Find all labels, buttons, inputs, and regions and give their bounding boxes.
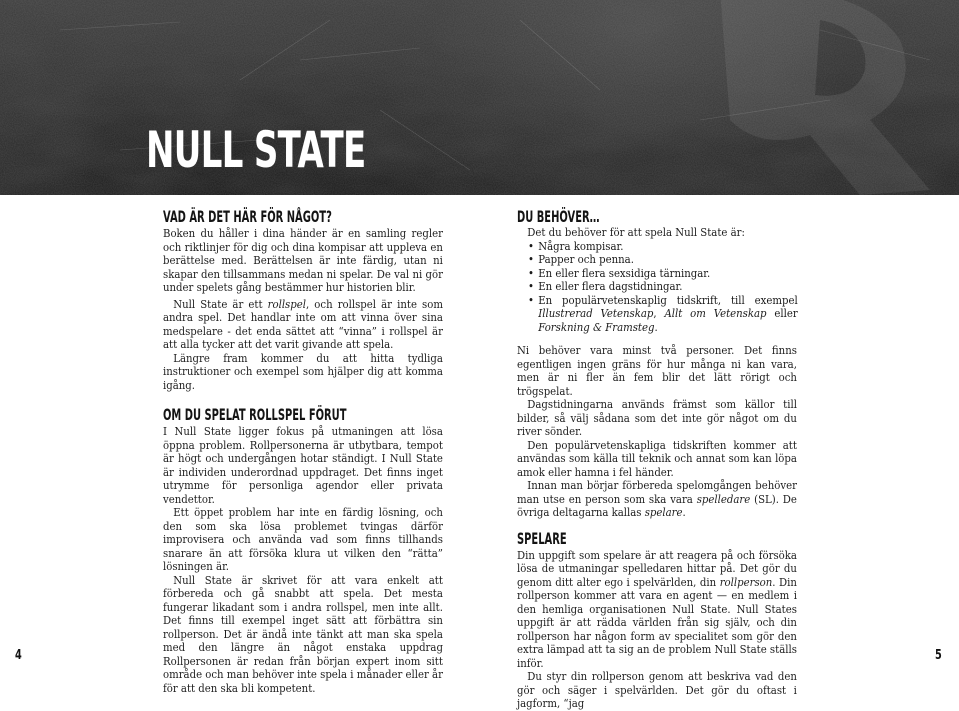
paragraph: Den populärvetenskapliga tidskriften kommer att användas som källa till teknik och annat som kan löpa amok eller hamna i fel händer. <box>517 438 797 479</box>
header-banner <box>0 0 959 195</box>
page-title: NULL STATE <box>146 121 366 179</box>
paragraph: Längre fram kommer du att hitta tydliga instruktioner och exempel som hjälper dig att komma igång. <box>163 351 443 392</box>
paragraph: Dagstidningarna används främst som källor till bilder, så välj sådana som det inte gör något om du river sönder. <box>517 398 797 438</box>
page-number-right: 5 <box>935 648 942 663</box>
intro-line: Det du behöver för att spela Null State är: <box>527 226 745 239</box>
list-item: • En populärvetenskaplig tidskrift, till exempel Illustrerad Vetenskap, Allt om Vetenskap eller Forskning & Framsteg. <box>528 294 798 335</box>
paragraph: Boken du håller i dina händer är en samling regler och riktlinjer för dig och dina kompisar att uppleva en berättelse med. Berättelsen är inte färdig, utan ni skapar den tillsammans medan ni spelar. De val ni gör under spelets gång bestämmer hur historien blir. <box>163 227 443 294</box>
paragraph: Din uppgift som spelare är att reagera på och försöka lösa de utmaningar spelledaren hittar på. Det gör du genom ditt alter ego i spelvärlden, din rollperson. Din rollperson kommer att vara en agent — en medlem i den hemliga organisationen Null State. Null States uppgift är att rädda världen från sig själv, och din rollperson har någon form av specialitet som gör den extra lämpad att ta sig an de problem Null State ställs inför. <box>517 548 797 670</box>
right-column <box>517 208 797 711</box>
list-item: • Papper och penna. <box>528 253 798 267</box>
list-item: • Några kompisar. <box>528 240 798 254</box>
paragraph: Ett öppet problem har inte en färdig lösning, och den som ska lösa problemet tvingas därför improvisera och använda vad som finns tillhands snarare än att försöka klura ut vilken den “rätta” lösningen är. <box>163 506 443 573</box>
list-item: • En eller flera dagstidningar. <box>528 280 798 294</box>
metal-texture <box>0 0 959 195</box>
paragraph: Du styr din rollperson genom att beskriva vad den gör och säger i spelvärlden. Det gör du oftast i jagform, “jag <box>517 670 797 710</box>
paragraph: Null State är ett rollspel, och rollspel är inte som andra spel. Det handlar inte om att vinna över sina medspelare - det enda sättet att “vinna” i rollspel är att alla tycker att det varit givande att spela. <box>163 297 443 351</box>
heading-du-behover: DU BEHÖVER… <box>517 207 600 226</box>
page-number-left: 4 <box>15 648 22 663</box>
list-item: • En eller flera sexsidiga tärningar. <box>528 267 798 281</box>
paragraph: I Null State ligger fokus på utmaningen att lösa öppna problem. Rollpersonerna är utbytbara, tempot är högt och undergången hotar ständigt. I Null State är individen underordnad uppdraget. Det finns inget utrymme för personliga agendor eller privata vendettor. <box>163 425 443 506</box>
heading-om-du-spelat: OM DU SPELAT ROLLSPEL FÖRUT <box>163 405 347 424</box>
paragraph: Innan man börjar förbereda spelomgången behöver man utse en person som ska vara spelledare (SL). De övriga deltagarna kallas spelare. <box>517 479 797 519</box>
heading-vad-ar-det: VAD ÄR DET HÄR FÖR NÅGOT? <box>163 207 332 226</box>
needs-list <box>528 240 798 335</box>
paragraph: Null State är skrivet för att vara enkelt att förbereda och gå snabbt att spela. Det mesta fungerar likadant som i andra rollspel, men inte allt. Det finns till exempel inget sätt att förbättra sin rollperson. Det är ändå inte tänkt att man ska spela med den längre än något enstaka uppdrag Rollpersonen är redan från början expert inom sitt område och man behöver inte spela i månader eller år för att den ska bli kompetent. <box>163 573 443 695</box>
left-column <box>163 208 443 695</box>
heading-spelare: SPELARE <box>517 528 567 548</box>
paragraph: Ni behöver vara minst två personer. Det finns egentligen ingen gräns för hur många ni kan vara, men är ni fler än fem blir det lätt rörigt och trögspelat. <box>517 344 797 398</box>
